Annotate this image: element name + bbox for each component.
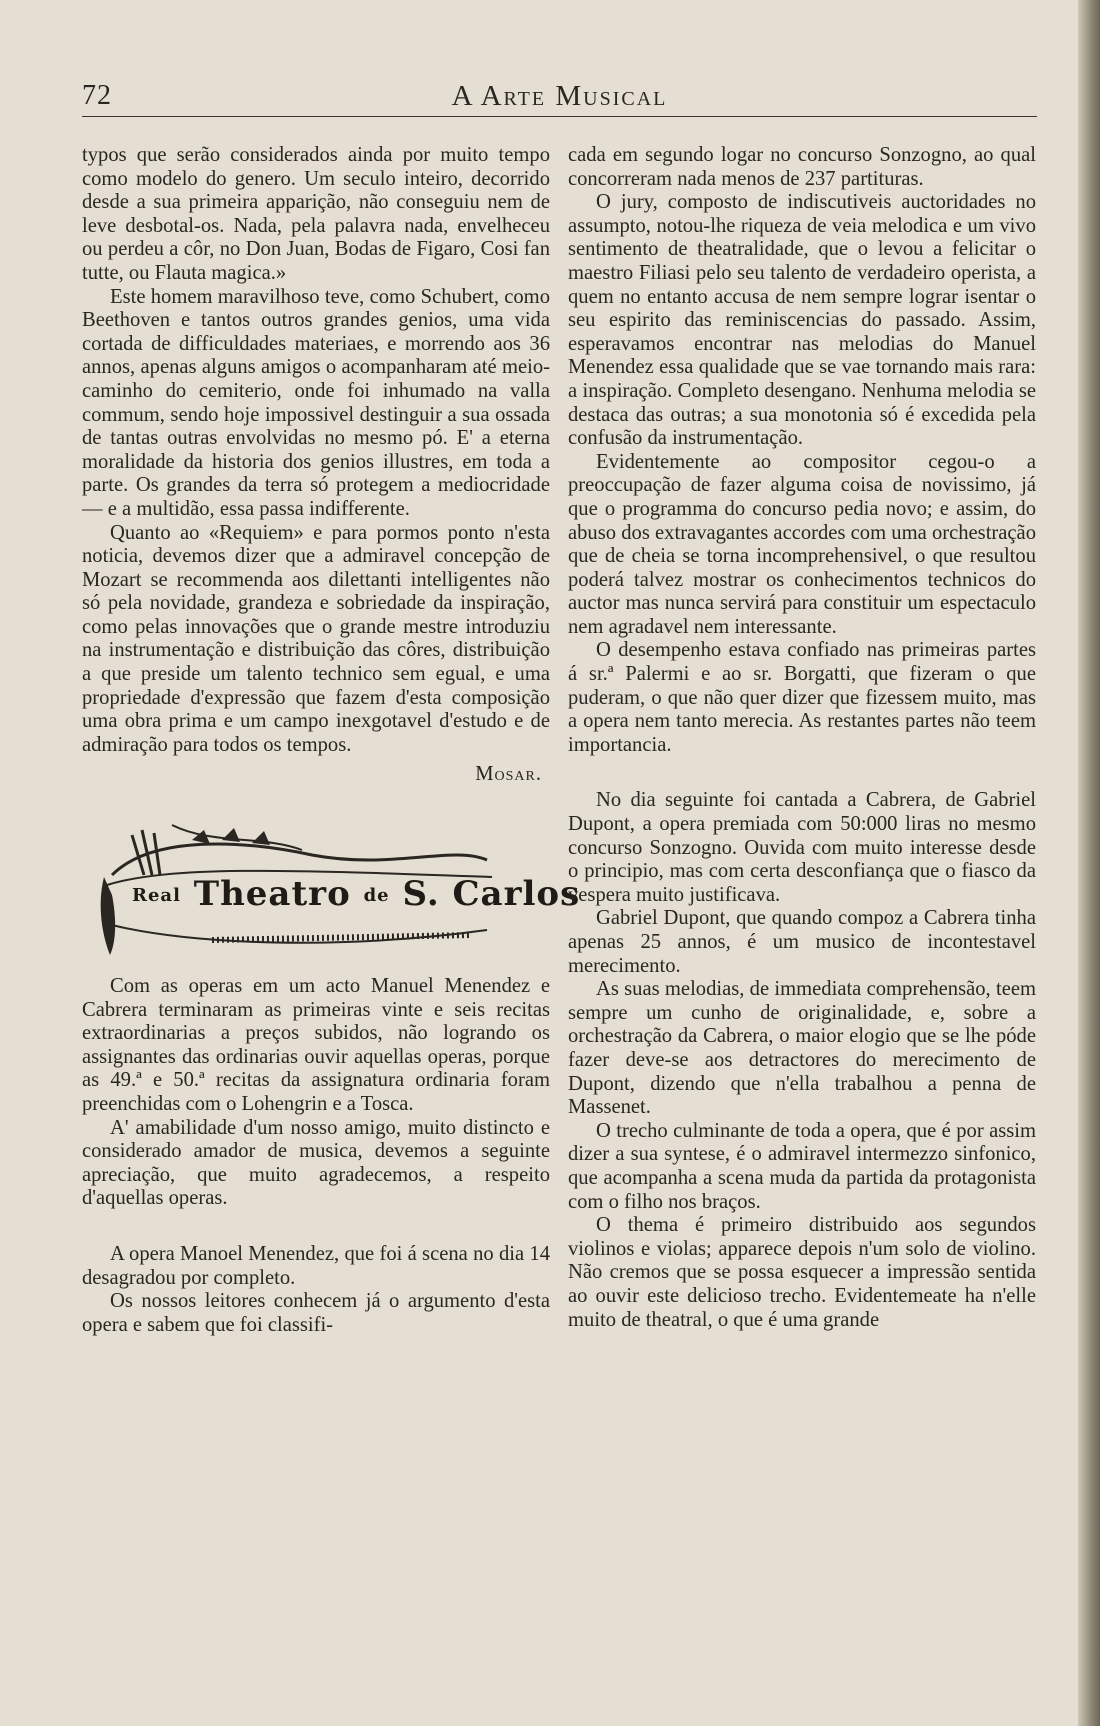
paragraph: typos que serão considerados ainda por muito tempo como modelo do genero. Um seculo inteiro, decorrido desde a sua primeira apparição, não conseguiu nem de leve desbotal-os. Nada, pela palavra nada, envelheceu ou perdeu a côr, no Don Juan, Bodas de Figaro, Cosi fan tutte, ou Flauta magica.»	[82, 144, 550, 284]
paragraph: Evidentemente ao compositor cegou-o a preoccupação de fazer alguma coisa de novissimo, já que o programma do concurso pedia novo; e assim, do abuso dos extravagantes accordes com uma orchestração que de cheia se torna incomprehensivel, o que resultou poderá talvez mostrar os conhecimentos technicos do auctor mas nunca servirá para constituir um espectaculo nem agradavel nem interessante.	[568, 450, 1036, 638]
paragraph: O desempenho estava confiado nas primeiras partes á sr.ª Palermi e ao sr. Borgatti, que fizeram o que puderam, o que não quer dizer que fizessem muito, mas a opera nem tanto merecia. As restantes partes não teem importancia.	[568, 639, 1036, 756]
author-signature: Mosar.	[475, 763, 542, 786]
running-title: A Arte Musical	[451, 80, 668, 112]
paragraph: Gabriel Dupont, que quando compoz a Cabrera tinha apenas 25 annos, é um musico de incontestavel merecimento.	[568, 907, 1036, 977]
page-edge-shadow	[1078, 0, 1100, 1726]
banner-title-part: S. Carlos	[402, 874, 581, 915]
paragraph: O jury, composto de indiscutiveis auctoridades no assumpto, notou-lhe riqueza de veia melodica e um vivo sentimento de theatralidade, que o levou a felicitar o maestro Filiasi pelo seu talento de verdadeiro operista, a quem no entanto accusa de nem sempre lograr isentar o seu espirito das reminiscencias do passado. Assim, esperavamos encontrar nas melodias do Manuel Menendez essa qualidade que se vae tornando mais rara: a inspiração. Completo desengano. Nenhuma melodia se destaca das outras; a sua monotonia só é excedida pela confusão da instrumentação.	[568, 191, 1036, 450]
paragraph: Quanto ao «Requiem» e para pormos ponto n'esta noticia, devemos dizer que a admiravel concepção de Mozart se recommenda aos dilettanti intelligentes não só pela novidade, grandeza e sobriedade da inspiração, como pelas innovações que o grande mestre introduziu na instrumentação e distribuição das côres, distribuição a que preside um talento technico sem egual, e uma propriedade d'expressão que fazem d'esta composição uma obra prima e um campo inexgotavel d'estudo e de admiração para todos os tempos.	[82, 521, 550, 756]
paragraph: cada em segundo logar no concurso Sonzogno, ao qual concorreram nada menos de 237 partituras.	[568, 144, 1036, 190]
paragraph: A' amabilidade d'um nosso amigo, muito distincto e considerado amador de musica, devemos a seguinte apreciação, que muito agradecemos, a respeito d'aquellas operas.	[82, 1116, 550, 1210]
paragraph-gap	[568, 757, 1036, 789]
right-column	[568, 144, 1036, 1332]
paragraph: No dia seguinte foi cantada a Cabrera, de Gabriel Dupont, a opera premiada com 50:000 liras no mesmo concurso Sonzogno. Ouvida com muito interesse desde o principio, mas com certa desconfiança que o fiasco da vespera muito justificava.	[568, 789, 1036, 906]
paragraph: As suas melodias, de immediata comprehensão, teem sempre um cunho de originalidade, e, sobre a orchestração da Cabrera, o maior elogio que se lhe póde fazer deve-se aos detractores do merecimento de Dupont, dizendo que n'ella trabalhou a penna de Massenet.	[568, 978, 1036, 1119]
banner-title-part: Theatro	[193, 874, 351, 915]
paragraph: Os nossos leitores conhecem já o argumento d'esta opera e sabem que foi classifi-	[82, 1290, 550, 1336]
header-rule	[82, 116, 1037, 117]
paragraph-gap	[82, 1211, 550, 1243]
page-number: 72	[82, 80, 112, 111]
paragraph: O thema é primeiro distribuido aos segundos violinos e violas; apparece depois n'um solo de violino. Não cremos que se possa esquecer a impressão sentida ao ouvir este delicioso trecho. Evidentemeate ha n'elle muito de theatral, o que é uma grande	[568, 1214, 1036, 1331]
section-banner-real-theatro-de-s-carlos	[92, 815, 581, 975]
left-column	[82, 144, 581, 1337]
paragraph: O trecho culminante de toda a opera, que é por assim dizer a sua syntese, é o admiravel intermezzo sinfonico, que acompanha a scena muda da partida da protagonista com o filho nos braços.	[568, 1119, 1036, 1213]
banner-title	[132, 874, 581, 915]
paragraph: Este homem maravilhoso teve, como Schubert, como Beethoven e tantos outros grandes genios, uma vida cortada de difficuldades materiaes, e morrendo aos 36 annos, apenas alguns amigos o acompanharam até meio-caminho do cemiterio, onde foi inhumado na valla commum, sendo hoje impossivel destinguir a sua ossada de tantas outras envolvidas no mesmo pó. E' a eterna moralidade da historia dos genios illustres, em toda a parte. Os grandes da terra só protegem a mediocridade — e a multidão, essa passa indifferente.	[82, 285, 550, 520]
banner-title-part: de	[363, 885, 390, 907]
paragraph: A opera Manoel Menendez, que foi á scena no dia 14 desagradou por completo.	[82, 1242, 550, 1289]
page-header	[82, 74, 1037, 114]
banner-title-part: Real	[132, 885, 181, 907]
paragraph: Com as operas em um acto Manuel Menendez e Cabrera terminaram as primeiras vinte e seis recitas extraordinarias a preços subidos, não logrando os assignantes das ordinarias ouvir aquellas operas, porque as 49.ª e 50.ª recitas da assignatura ordinaria foram preenchidas com o Lohengrin e a Tosca.	[82, 975, 550, 1115]
